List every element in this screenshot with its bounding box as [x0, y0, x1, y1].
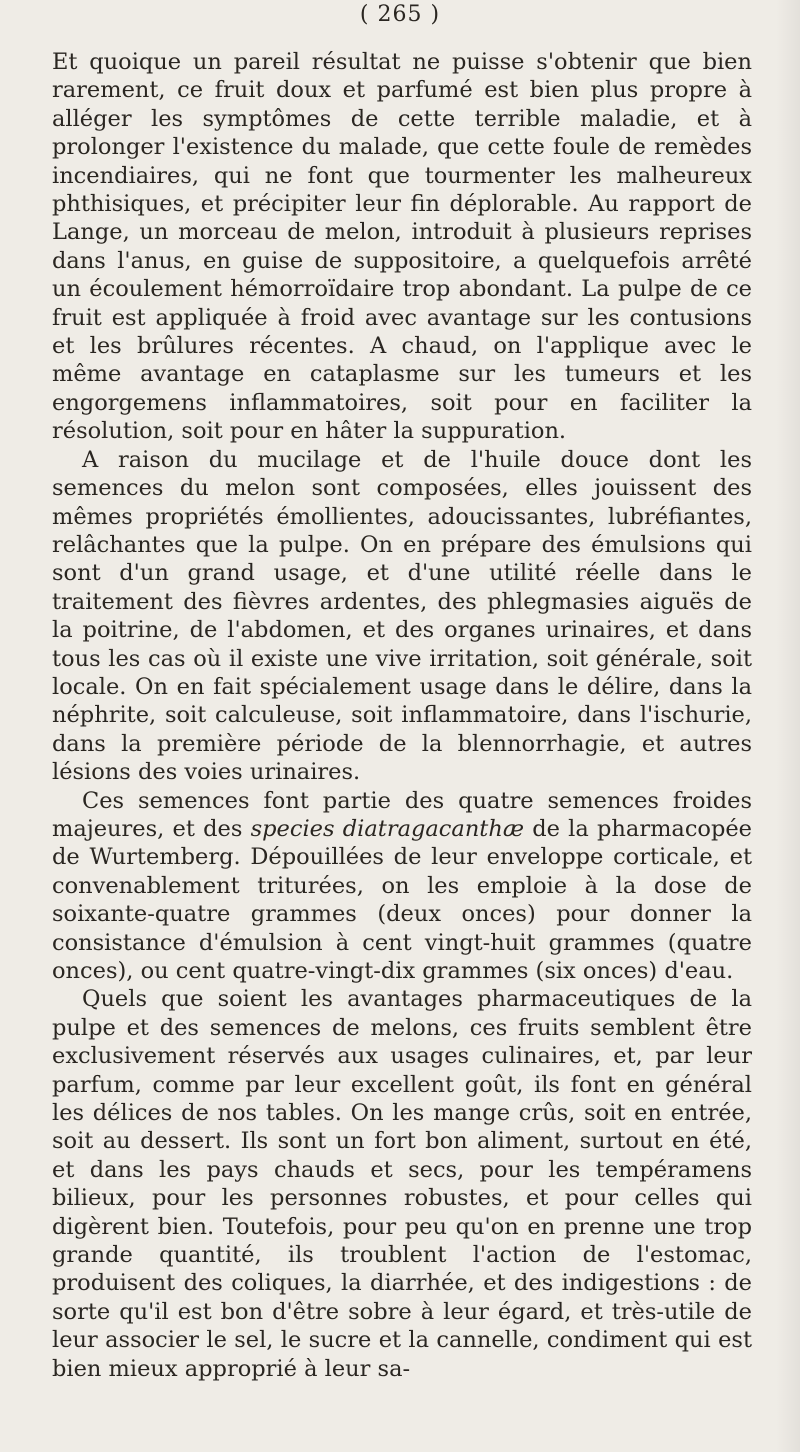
- italic-term: species diatragacanthæ: [250, 815, 524, 842]
- body-text: [52, 48, 752, 1383]
- paragraph-melon-pulp-uses: Et quoique un pareil résultat ne puisse s'obtenir que bien rarement, ce fruit doux et parfumé est bien plus propre à alléger les symptômes de cette terrible maladie, et à prolonger l'existence du malade, que cette foule de remèdes incendiaires, qui ne font que tourmenter les malheureux phthisiques, et précipiter leur fin déplorable. Au rapport de Lange, un morceau de melon, introduit à plusieurs reprises dans l'anus, en guise de suppositoire, a quelquefois arrêté un écoulement hémorroïdaire trop abondant. La pulpe de ce fruit est appliquée à froid avec avantage sur les contusions et les brûlures récentes. A chaud, on l'applique avec le même avantage en cataplasme sur les tumeurs et les engorgemens inflammatoires, soit pour en faciliter la résolution, soit pour en hâter la suppuration.: [52, 49, 752, 445]
- paragraph-cold-seeds-dosage: Ces semences font partie des quatre semences froides majeures, et des species diatragacanthæ de la pharmacopée de Wurtemberg. Dépouillées de leur enveloppe corticale, et convenablement triturées, on les emploie à la dose de soixante-quatre grammes (deux onces) pour donner la consistance d'émulsion à cent vingt-huit grammes (quatre onces), ou cent quatre-vingt-dix grammes (six onces) d'eau.: [52, 787, 753, 984]
- page-number: ( 265 ): [359, 2, 441, 27]
- paragraph-culinary-uses: Quels que soient les avantages pharmaceutiques de la pulpe et des semences de melons, ces fruits semblent être exclusivement réservés aux usages culinaires, et, par leur parfum, comme par leur excellent goût, ils font en général les délices de nos tables. On les mange crûs, soit en entrée, soit au dessert. Ils sont un fort bon aliment, surtout en été, et dans les pays chauds et secs, pour les tempéramens bilieux, pour les personnes robustes, et pour celles qui digèrent bien. Toutefois, pour peu qu'on en prenne une trop grande quantité, ils troublent l'action de l'estomac, produisent des coliques, la diarrhée, et des indigestions : de sorte qu'il est bon d'être sobre à leur égard, et très-utile de leur associer le sel, le sucre et la cannelle, condiment qui est bien mieux approprié à leur sa-: [52, 986, 752, 1382]
- paragraph-melon-seeds-emollient: A raison du mucilage et de l'huile douce dont les semences du melon sont composées, elles jouissent des mêmes propriétés émollientes, adoucissantes, lubréfiantes, relâchantes que la pulpe. On en prépare des émulsions qui sont d'un grand usage, et d'une utilité réelle dans le traitement des fièvres ardentes, des phlegmasies aiguës de la poitrine, de l'abdomen, et des organes urinaires, et dans tous les cas où il existe une vive irritation, soit générale, soit locale. On en fait spécialement usage dans le délire, dans la néphrite, soit calculeuse, soit inflammatoire, dans l'ischurie, dans la première période de la blennorrhagie, et autres lésions des voies urinaires.: [52, 446, 752, 786]
